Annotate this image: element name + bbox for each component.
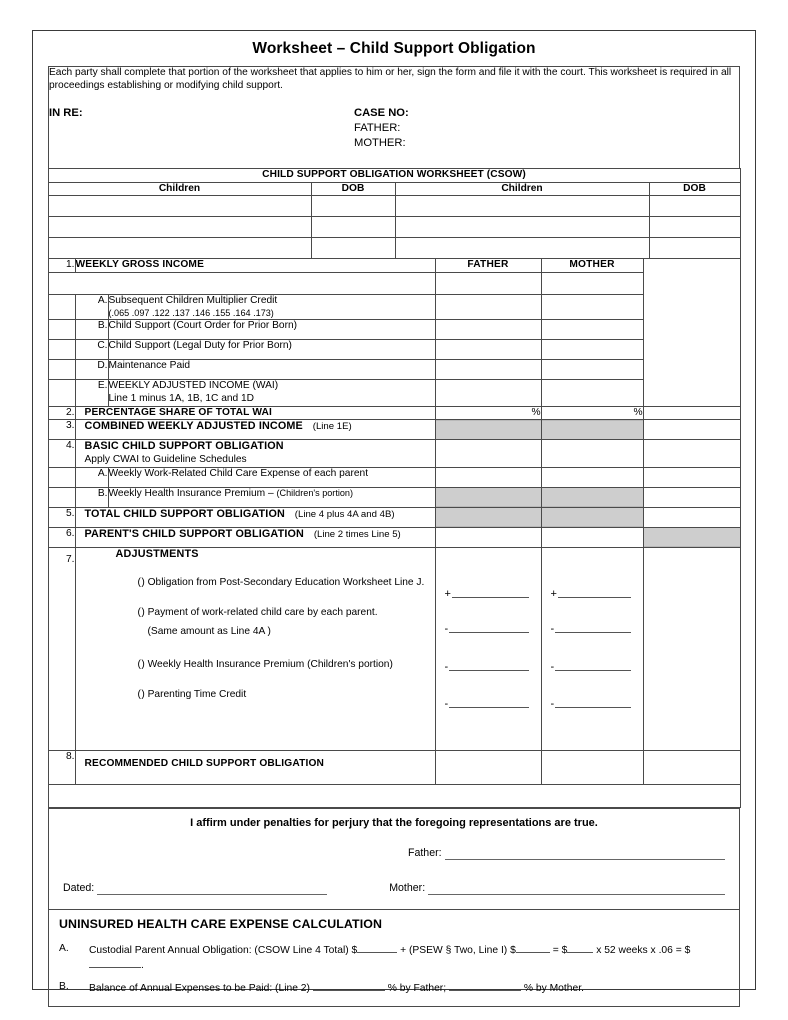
adjustment-label-c: ) Weekly Health Insurance Premium (Children's portion) — [141, 659, 393, 671]
line-5-number: 5. — [48, 507, 75, 527]
line-6-father-value[interactable] — [435, 527, 541, 547]
line-2-mother-percent[interactable]: % — [541, 406, 643, 420]
uninsured-a-blank1[interactable] — [357, 942, 397, 953]
mother-adj-line-a[interactable] — [550, 587, 631, 600]
adjustment-item-b[interactable] — [76, 607, 435, 620]
child-dob-cell[interactable] — [311, 217, 395, 238]
row-line-1e — [48, 380, 740, 407]
line-1-father-value[interactable] — [435, 273, 541, 295]
row-line-1c — [48, 340, 740, 360]
line-1a-pad — [48, 295, 75, 320]
child-dob-cell[interactable] — [311, 238, 395, 259]
dated-row[interactable] — [49, 882, 739, 895]
line-4a-mother-value[interactable] — [541, 467, 643, 487]
row-line-6 — [48, 527, 740, 547]
line-1e-pad — [48, 380, 75, 407]
line-1a-label: Subsequent Children Multiplier Credit — [108, 295, 278, 307]
line-3-father-shaded — [435, 420, 541, 440]
adjustment-checkbox-b[interactable]: ( — [137, 606, 142, 618]
child-name-cell[interactable] — [48, 196, 311, 217]
line-4b-mother-shaded — [541, 487, 643, 507]
line-1c-mother-value[interactable] — [541, 340, 643, 360]
line-3-number: 3. — [48, 420, 75, 440]
line-5-cell — [75, 507, 435, 527]
operator-minus: - — [444, 622, 449, 635]
entry-rule[interactable] — [555, 631, 630, 633]
line-4b-alpha: B. — [75, 487, 108, 507]
dated-rule[interactable] — [97, 893, 327, 895]
line-4a-label: Weekly Work-Related Child Care Expense of each parent — [108, 467, 435, 487]
affirmation-cell — [49, 808, 740, 909]
line-6-number: 6. — [48, 527, 75, 547]
worksheet-page — [32, 30, 756, 995]
operator-minus: - — [444, 660, 449, 673]
line-1-number: 1. — [48, 259, 75, 273]
line-1c-label: Child Support (Legal Duty for Prior Born) — [108, 340, 435, 360]
line-3-note: (Line 1E) — [312, 421, 352, 433]
line-2-number: 2. — [48, 406, 75, 420]
line-4b-note: (Children's portion) — [276, 487, 354, 498]
line-4a-pad — [48, 467, 75, 487]
child-name-cell[interactable] — [395, 238, 649, 259]
line-1-label: WEEKLY GROSS INCOME — [75, 259, 435, 273]
uninsured-a-blank4[interactable] — [89, 957, 141, 968]
line-1b-alpha: B. — [75, 320, 108, 340]
adjustment-checkbox-a[interactable]: ( — [137, 577, 142, 589]
operator-plus: + — [444, 587, 451, 600]
child-entry-row[interactable] — [48, 196, 740, 217]
csow-table — [48, 168, 741, 260]
affirmation-fields — [49, 831, 739, 909]
line-4a-alpha: A. — [75, 467, 108, 487]
row-line-4b — [48, 487, 740, 507]
adjustment-item-c[interactable] — [76, 659, 435, 672]
affirmation-row — [49, 808, 740, 909]
uninsured-table — [48, 909, 740, 1007]
line-1e-cell — [108, 380, 435, 407]
mother-adj-line-b[interactable] — [550, 622, 631, 635]
line-4a-father-value[interactable] — [435, 467, 541, 487]
case-mother-label: MOTHER: — [354, 136, 406, 149]
case-no-block — [354, 106, 409, 151]
intro-cell — [49, 67, 740, 169]
child-dob-cell[interactable] — [649, 217, 740, 238]
entry-rule[interactable] — [449, 706, 528, 708]
csow-banner-row — [48, 168, 740, 182]
uninsured-a-part4: x 52 weeks x .06 = $ — [596, 944, 691, 956]
uninsured-b-blank2[interactable] — [449, 980, 521, 991]
uninsured-a-text — [89, 942, 731, 973]
line-5-note: (Line 4 plus 4A and 4B) — [294, 508, 395, 520]
adjustment-checkbox-c[interactable]: ( — [137, 659, 142, 671]
child-entry-row[interactable] — [48, 217, 740, 238]
line-3-cell — [75, 420, 435, 440]
line-5-mother-shaded — [541, 507, 643, 527]
line-1c-pad — [48, 340, 75, 360]
row-line-3 — [48, 420, 740, 440]
line-4-mother-value[interactable] — [541, 440, 643, 467]
line-1e-alpha: E. — [75, 380, 108, 407]
line-8-total-value[interactable] — [643, 750, 740, 784]
line-1d-mother-value[interactable] — [541, 360, 643, 380]
line-5-label: TOTAL CHILD SUPPORT OBLIGATION — [84, 507, 285, 520]
line-3-label: COMBINED WEEKLY ADJUSTED INCOME — [84, 420, 303, 433]
entry-rule[interactable] — [452, 596, 529, 598]
line-1e-label: WEEKLY ADJUSTED INCOME (WAI) — [108, 380, 279, 392]
line-1a-alpha: A. — [75, 295, 108, 320]
line-2-father-percent[interactable]: % — [435, 406, 541, 420]
entry-rule[interactable] — [449, 631, 528, 633]
adjustment-item-d[interactable] — [76, 689, 435, 702]
uninsured-a-alpha: A. — [59, 942, 69, 954]
line-7-father-column — [435, 547, 541, 750]
uninsured-b-blank1[interactable] — [313, 980, 385, 991]
child-dob-cell[interactable] — [649, 238, 740, 259]
uninsured-cell — [49, 910, 740, 1007]
father-signature-row[interactable] — [49, 847, 739, 860]
uninsured-b-alpha: B. — [59, 981, 69, 993]
father-adj-line-c[interactable] — [444, 660, 529, 673]
line-6-note: (Line 2 times Line 5) — [313, 528, 401, 540]
line-7-label: ADJUSTMENTS — [115, 547, 199, 560]
intro-text: Each party shall complete that portion of the worksheet that applies to him or her, sign the form and file it with the court. This worksheet is required in all proceedings establishing or modifying child support. — [49, 67, 732, 91]
dated-label: Dated: — [63, 881, 95, 894]
line-4b-cell — [108, 487, 435, 507]
children-header-row — [48, 182, 740, 196]
line-7-number: 7. — [48, 547, 75, 750]
line-4-label: BASIC CHILD SUPPORT OBLIGATION — [84, 440, 284, 453]
dob-header-right: DOB — [649, 182, 740, 196]
affirmation-statement: I affirm under penalties for perjury that the foregoing representations are true. — [190, 816, 598, 829]
father-adj-line-d[interactable] — [444, 697, 529, 710]
intro-table — [48, 66, 740, 169]
affirmation-table — [48, 808, 740, 910]
mother-signature-label: Mother: — [389, 881, 426, 894]
line-2-label: PERCENTAGE SHARE OF TOTAL WAI — [75, 406, 435, 420]
line-1-extra-column[interactable] — [643, 259, 740, 406]
line-1d-alpha: D. — [75, 360, 108, 380]
operator-minus: - — [550, 697, 555, 710]
father-adj-line-b[interactable] — [444, 622, 529, 635]
row-line-5 — [48, 507, 740, 527]
line-7-extra-column[interactable] — [643, 547, 740, 750]
row-line-8 — [48, 750, 740, 784]
row-line-4a — [48, 467, 740, 487]
line-1-spacer — [48, 273, 435, 295]
uninsured-b-part2: % by Father; — [387, 983, 447, 995]
line-1a-note: (.065 .097 .122 .137 .146 .155 .164 .173) — [108, 307, 274, 318]
line-1-mother-value[interactable] — [541, 273, 643, 295]
adjustment-checkbox-d[interactable]: ( — [137, 689, 142, 701]
line-3-total-value[interactable] — [643, 420, 740, 440]
row-line-1 — [48, 259, 740, 273]
line-1c-alpha: C. — [75, 340, 108, 360]
line-6-mother-value[interactable] — [541, 527, 643, 547]
father-adj-line-a[interactable] — [444, 587, 529, 600]
bottom-spacer-cell — [48, 784, 740, 807]
calculation-table — [48, 258, 741, 808]
case-no-label: CASE NO: — [354, 106, 409, 119]
line-5-father-shaded — [435, 507, 541, 527]
line-7-cell — [75, 547, 435, 750]
uninsured-a-part1: Custodial Parent Annual Obligation: (CSOW Line 4 Total) $ — [89, 944, 358, 956]
uninsured-b-text — [89, 980, 584, 995]
line-1a-mother-value[interactable] — [541, 295, 643, 320]
line-3-mother-shaded — [541, 420, 643, 440]
line-4-father-value[interactable] — [435, 440, 541, 467]
row-line-1a — [48, 295, 740, 320]
uninsured-b-part1: Balance of Annual Expenses to be Paid: (Line 2) — [89, 983, 310, 995]
line-8-father-value[interactable] — [435, 750, 541, 784]
entry-rule[interactable] — [555, 706, 630, 708]
line-4-note: Apply CWAI to Guideline Schedules — [84, 453, 247, 465]
case-father-label: FATHER: — [354, 121, 401, 134]
line-1c-father-value[interactable] — [435, 340, 541, 360]
operator-plus: + — [550, 587, 557, 600]
children-header-left: Children — [48, 182, 311, 196]
uninsured-a-blank3[interactable] — [567, 942, 593, 953]
uninsured-a-part3: = $ — [552, 944, 568, 956]
row-spacer — [48, 784, 740, 807]
line-4b-label: Weekly Health Insurance Premium – — [108, 487, 277, 499]
line-4-number: 4. — [48, 440, 75, 467]
line-4-cell — [75, 440, 435, 467]
row-line-1-values[interactable] — [48, 273, 740, 295]
line-4a-total-value[interactable] — [643, 467, 740, 487]
line-1e-note: Line 1 minus 1A, 1B, 1C and 1D — [108, 392, 255, 404]
father-signature-rule[interactable] — [445, 858, 725, 860]
uninsured-a-blank2[interactable] — [516, 942, 550, 953]
column-header-father: FATHER — [435, 259, 541, 273]
child-name-cell[interactable] — [395, 217, 649, 238]
in-re-label: IN RE: — [49, 106, 83, 119]
line-1a-father-value[interactable] — [435, 295, 541, 320]
uninsured-b-part3: % by Mother. — [523, 983, 584, 995]
uninsured-title: UNINSURED HEALTH CARE EXPENSE CALCULATION — [59, 917, 383, 932]
father-signature-label: Father: — [408, 846, 442, 859]
uninsured-line-b — [49, 974, 739, 1005]
row-line-1b — [48, 320, 740, 340]
operator-minus: - — [550, 660, 555, 673]
entry-rule[interactable] — [555, 669, 630, 671]
line-1e-father-value[interactable] — [435, 380, 541, 407]
line-8-mother-value[interactable] — [541, 750, 643, 784]
uninsured-row — [49, 910, 740, 1007]
uninsured-a-part5: . — [141, 960, 144, 971]
line-2-extra-column[interactable] — [643, 406, 740, 420]
row-line-7 — [48, 547, 740, 750]
child-name-cell[interactable] — [48, 238, 311, 259]
line-1b-mother-value[interactable] — [541, 320, 643, 340]
mother-adj-line-d[interactable] — [550, 697, 631, 710]
row-line-1d — [48, 360, 740, 380]
intro-row — [49, 67, 740, 169]
adjustment-label-a: ) Obligation from Post-Secondary Education Worksheet Line J. — [141, 577, 425, 589]
child-dob-cell[interactable] — [311, 196, 395, 217]
line-4b-total-value[interactable] — [643, 487, 740, 507]
entry-rule[interactable] — [449, 669, 528, 671]
line-1b-label: Child Support (Court Order for Prior Born) — [108, 320, 435, 340]
intro-spacer — [49, 151, 739, 168]
line-5-total-value[interactable] — [643, 507, 740, 527]
adjustment-label-d: ) Parenting Time Credit — [141, 689, 247, 701]
dob-header-left: DOB — [311, 182, 395, 196]
line-8-number: 8. — [48, 750, 75, 784]
child-name-cell[interactable] — [48, 217, 311, 238]
line-7-mother-column — [541, 547, 643, 750]
column-header-mother: MOTHER — [541, 259, 643, 273]
line-4b-pad — [48, 487, 75, 507]
children-header-right: Children — [395, 182, 649, 196]
line-4-total-value[interactable] — [643, 440, 740, 467]
line-6-cell — [75, 527, 435, 547]
line-1d-label: Maintenance Paid — [108, 360, 435, 380]
child-entry-row[interactable] — [48, 238, 740, 259]
line-1b-father-value[interactable] — [435, 320, 541, 340]
mother-adj-line-c[interactable] — [550, 660, 631, 673]
line-6-total-shaded — [643, 527, 740, 547]
child-name-cell[interactable] — [395, 196, 649, 217]
line-1b-pad — [48, 320, 75, 340]
uninsured-line-a — [49, 936, 739, 975]
line-6-label: PARENT'S CHILD SUPPORT OBLIGATION — [84, 527, 304, 540]
entry-rule[interactable] — [558, 596, 631, 598]
line-1e-mother-value[interactable] — [541, 380, 643, 407]
line-4b-father-shaded — [435, 487, 541, 507]
uninsured-a-part2: + (PSEW § Two, Line I) $ — [400, 944, 516, 956]
line-1a-cell — [108, 295, 435, 320]
line-1d-pad — [48, 360, 75, 380]
page-title: Worksheet – Child Support Obligation — [252, 40, 536, 57]
row-line-4 — [48, 440, 740, 467]
row-line-2 — [48, 406, 740, 420]
adjustment-sub-b: (Same amount as Line 4A ) — [147, 625, 271, 637]
in-re-row — [49, 106, 739, 151]
line-8-label: RECOMMENDED CHILD SUPPORT OBLIGATION — [75, 750, 435, 784]
child-dob-cell[interactable] — [649, 196, 740, 217]
adjustment-item-a[interactable] — [76, 577, 435, 590]
operator-minus: - — [550, 622, 555, 635]
csow-banner: CHILD SUPPORT OBLIGATION WORKSHEET (CSOW) — [48, 168, 740, 182]
operator-minus: - — [444, 697, 449, 710]
line-1d-father-value[interactable] — [435, 360, 541, 380]
mother-signature-rule[interactable] — [428, 893, 725, 895]
adjustment-label-b: ) Payment of work-related child care by each parent. — [141, 606, 378, 618]
